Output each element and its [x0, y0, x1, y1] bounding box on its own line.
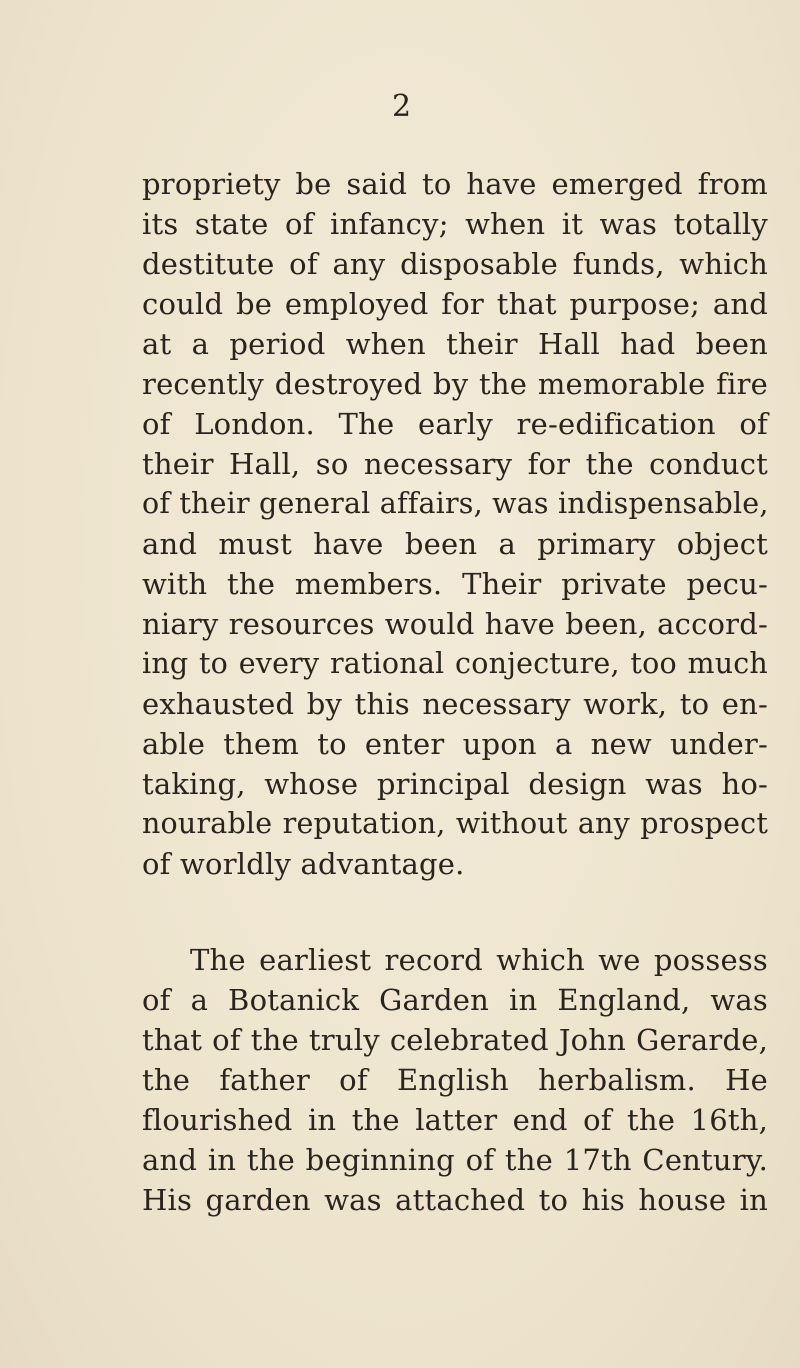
text-line: that of the truly celebrated John Gerarde,: [142, 1023, 768, 1057]
text-line: its state of infancy; when it was totally: [142, 207, 768, 241]
text-line: could be employed for that purpose; and: [142, 287, 768, 321]
text-line: of their general affairs, was indispensable,: [142, 487, 769, 520]
text-line: the father of English herbalism. He: [142, 1063, 768, 1097]
text-line: ing to every rational conjecture, too much: [142, 647, 768, 680]
text-line: The earliest record which we possess: [190, 943, 768, 977]
body-text: [142, 164, 768, 1220]
text-line: niary resources would have been, accord-: [142, 607, 768, 641]
text-line: recently destroyed by the memorable fire: [142, 367, 768, 401]
text-line: flourished in the latter end of the 16th,: [142, 1103, 768, 1137]
text-line: and in the beginning of the 17th Century.: [142, 1143, 768, 1177]
text-line: at a period when their Hall had been: [142, 327, 768, 361]
text-line: of worldly advantage.: [142, 847, 465, 881]
paragraph-2: [142, 940, 768, 1220]
text-line: and must have been a primary object: [142, 527, 768, 561]
text-line: of a Botanick Garden in England, was: [142, 983, 768, 1017]
page-number: 2: [392, 89, 412, 124]
text-line: their Hall, so necessary for the conduct: [142, 447, 768, 481]
text-line: with the members. Their private pecu-: [142, 567, 768, 601]
paragraph-1: [142, 164, 768, 884]
text-line: of London. The early re-edification of: [142, 407, 768, 441]
text-line: propriety be said to have emerged from: [142, 167, 768, 201]
text-line: nourable reputation, without any prospect: [142, 807, 768, 840]
text-line: exhausted by this necessary work, to en-: [142, 687, 768, 721]
text-line: taking, whose principal design was ho-: [142, 767, 768, 801]
text-line: destitute of any disposable funds, which: [142, 247, 768, 281]
text-line: His garden was attached to his house in: [142, 1183, 768, 1217]
text-line: able them to enter upon a new under-: [142, 727, 768, 761]
